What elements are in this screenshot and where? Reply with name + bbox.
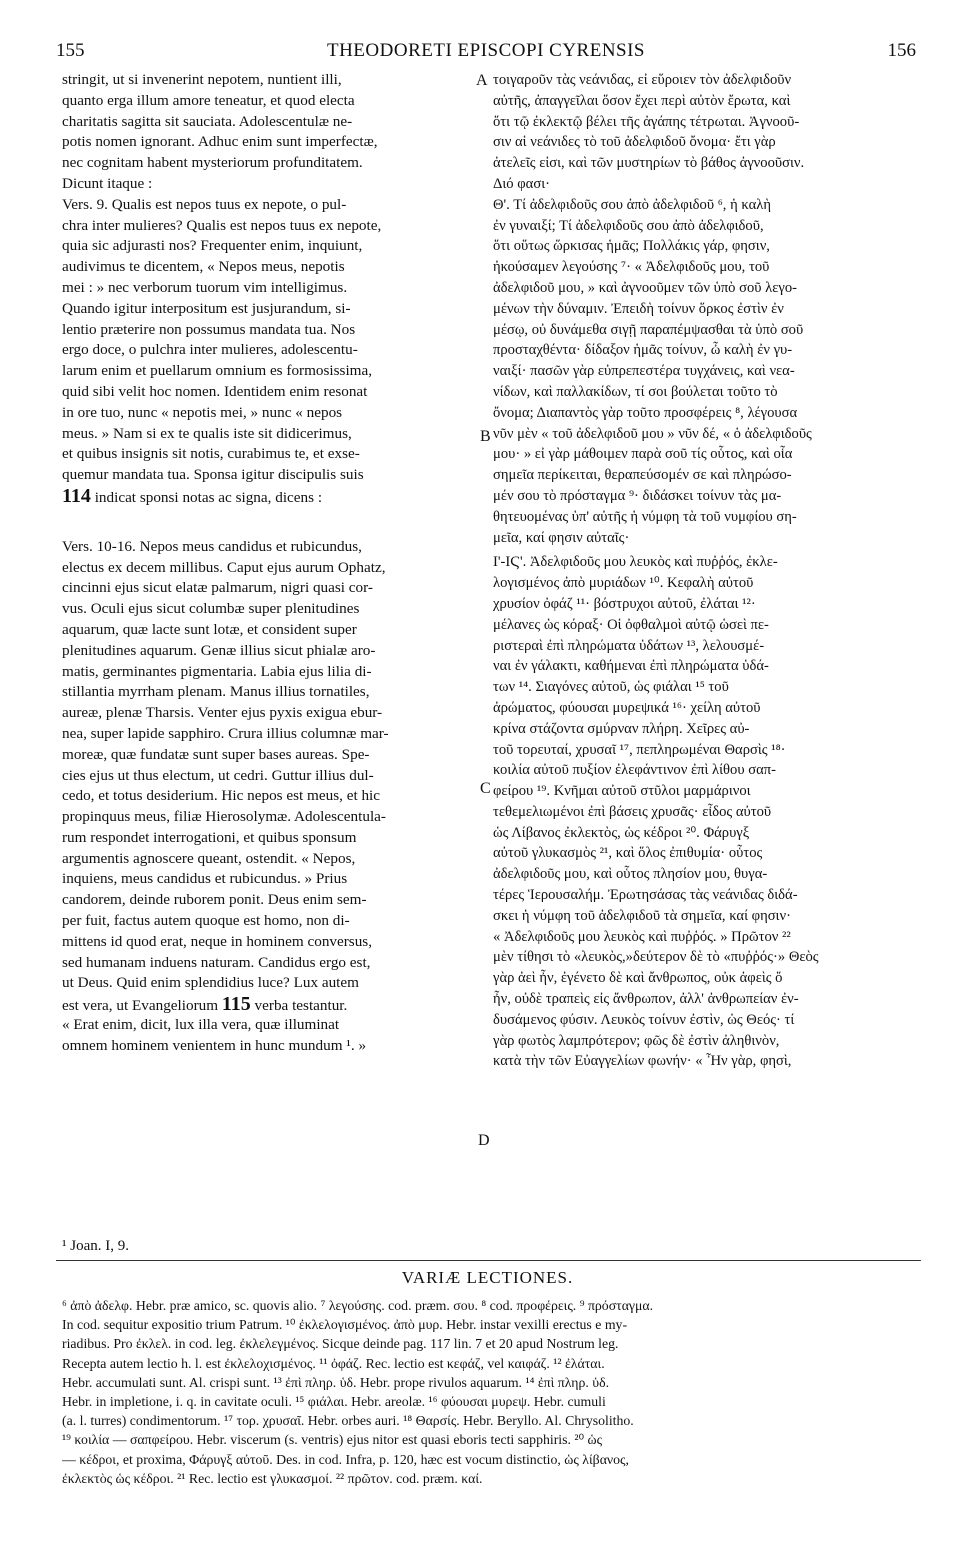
greek-line: Διό φασι· — [493, 175, 550, 192]
latin-line: rum respondet interrogationi, et quibus sponsum — [62, 828, 357, 846]
running-title: THEODORETI EPISCOPI CYRENSIS — [326, 40, 646, 61]
greek-line: Ι'-ΙϚ'. Ἀδελφιδοῦς μου λευκὸς καὶ πυῤῥός, ἐκλε- — [493, 554, 778, 571]
page-number-left: 155 — [56, 40, 85, 61]
latin-line-tail: verba testantur. — [254, 997, 348, 1015]
marginal-number-115: 115 — [221, 994, 251, 1016]
greek-line: ὅτι οὕτως ὥρκισας ἡμᾶς; Πολλάκις γάρ, φησιν, — [493, 238, 770, 255]
greek-line: σιν αἱ νεάνιδες τὸ τοῦ ἀδελφιδοῦ ὄνομα· ἔτι γὰρ — [493, 134, 776, 151]
greek-line: αὐτοῦ γλυκασμὸς ²¹, καὶ ὅλος ἐπιθυμία· οὗτος — [493, 845, 763, 862]
greek-line: τοῦ τορευταί, χρυσαῖ ¹⁷, πεπληρωμέναι Θαρσὶς ¹⁸· — [493, 741, 786, 758]
greek-line: τεθεμελιωμένοι ἐπὶ βάσεις χρυσᾶς· εἶδος αὐτοῦ — [493, 803, 772, 820]
greek-line: ἐν γυναιξί; Τί ἀδελφιδοῦς σου ἀπὸ ἀδελφιδοῦ, — [493, 217, 764, 234]
variae-lectiones — [62, 1296, 922, 1488]
latin-line: est vera, ut Evangeliorum — [62, 997, 219, 1015]
variae-title: VARIÆ LECTIONES. — [401, 1268, 574, 1287]
latin-line: ergo doce, o pulchra inter mulieres, adolescentu- — [62, 341, 358, 359]
text-line — [62, 1015, 487, 1036]
greek-line: λογισμένος ἀπὸ μυριάδων ¹⁰. Κεφαλὴ αὐτοῦ — [493, 575, 754, 592]
latin-line: indicat sponsi notas ac signa, dicens : — [94, 488, 323, 506]
greek-line: μέν σου τὸ πρόσταγμα ⁹· διδάσκει τοίνυν τὰς μα- — [493, 487, 782, 504]
column-marker-d: D — [478, 1132, 490, 1149]
latin-line: nea, super lapide sapphiro. Crura illius columnæ mar- — [62, 724, 389, 742]
latin-column — [62, 70, 487, 1057]
latin-line: sed humanam induens naturam. Candidus ergo est, — [62, 953, 371, 971]
greek-line: γὰρ φωτὸς λαμπρότερον; φῶς δὲ ἐστὶν ἀληθινὸν, — [493, 1032, 780, 1049]
latin-line: quid sibi velit hoc nomen. Identidem enim resonat — [62, 382, 368, 400]
greek-line: φείρου ¹⁹. Κνῆμαι αὐτοῦ στῦλοι μαρμάρινοι — [493, 783, 751, 800]
greek-line: τοιγαροῦν τὰς νεάνιδας, εἰ εὕροιεν τὸν ἀδελφιδοῦν — [493, 72, 792, 88]
greek-line: ναιξί· πασῶν γὰρ εὐπρεπεστέρα τυγχάνεις, καὶ νεα- — [493, 363, 795, 380]
greek-line: νίδων, καὶ παλλακίδων, τί σοι βούλεται τοῦτο τὸ — [493, 383, 778, 400]
variae-line: Recepta autem lectio h. l. est ἐκλελοχισμένος. ¹¹ ὀφάζ. Rec. lectio est κεφάζ, vel καιφάζ. ¹² ἐλάται. — [62, 1355, 605, 1371]
text-line — [62, 1036, 487, 1057]
latin-line: per fuit, factus autem quoque est homo, non di- — [62, 912, 350, 930]
divider — [56, 1260, 921, 1261]
greek-line: κατὰ τὴν τῶν Εὐαγγελίων φωνήν· « Ἦν γὰρ, φησὶ, — [493, 1053, 792, 1070]
greek-line: γὰρ ἀεὶ ἦν, ἐγένετο δὲ καὶ ἄνθρωπος, οὐκ ἀφεὶς ὅ — [493, 970, 783, 987]
greek-line: μέσῳ, οὐ δυνάμεθα σιγῇ παραπέμψασθαι τὰ ὑπὸ σοῦ — [493, 321, 804, 338]
variae-line: In cod. sequitur expositio trium Patrum. ¹⁰ ἐκλελογισμένος. ἀπὸ μυρ. Hebr. instar vexilli erectus e my- — [62, 1317, 628, 1333]
latin-line: cincinni ejus sicut elatæ palmarum, nigri quasi cor- — [62, 579, 373, 597]
latin-line: meus. » Nam si ex te qualis iste sit didicerimus, — [62, 424, 352, 442]
variae-line: ¹⁹ κοιλία — σαπφείρου. Hebr. viscerum (s. ventris) ejus nitor est quasi eboris tecti sapphiris. ²⁰ ὡς — [62, 1432, 603, 1448]
greek-line: ἀρώματος, φύουσαι μυρεψικά ¹⁶· χείλη αὐτοῦ — [493, 699, 761, 716]
latin-line: « Erat enim, dicit, lux illa vera, quæ illuminat — [62, 1016, 340, 1034]
greek-line: ἀδελφιδοῦς μου, καὶ οὗτος πλησίον μου, θυγα- — [493, 866, 768, 883]
latin-line: et quibus insignis sit notis, curabimus te, et exse- — [62, 445, 360, 463]
variae-line: Hebr. in impletione, i. q. in cavitate oculi. ¹⁵ φιάλαι. Hebr. areolæ. ¹⁶ φύουσαι μυρεψ. Hebr. cumuli — [62, 1393, 606, 1409]
latin-line: omnem hominem venientem in hunc mundum ¹. » — [62, 1036, 367, 1054]
latin-line: Quando igitur interpositum est jusjurandum, si- — [62, 299, 351, 317]
greek-column — [493, 70, 923, 1072]
greek-line: ὄνομα; Διαπαντὸς γὰρ τοῦτο προσφέρεις ⁸, λέγουσα — [493, 404, 798, 421]
greek-line: ριστεραὶ ἐπὶ πληρώματα ὑδάτων ¹³, λελουσμέ- — [493, 637, 765, 654]
latin-line: ut Deus. Quid enim splendidius luce? Lux autem — [62, 974, 359, 992]
column-marker-a: A — [476, 72, 488, 89]
latin-line: chra inter mulieres? Qualis est nepos tuus ex nepote, — [62, 216, 382, 234]
marginal-number-114: 114 — [62, 485, 91, 507]
greek-line: Θ'. Τί ἀδελφιδοῦς σου ἀπὸ ἀδελφιδοῦ ⁶, ἡ καλὴ — [493, 196, 771, 213]
latin-line: charitatis sagitta sit sauciata. Adolescentulæ ne- — [62, 112, 353, 130]
latin-line: nec cognitam habent mysteriorum profunditatem. — [62, 154, 363, 172]
latin-line: mittens id quod erat, neque in hominem conversus, — [62, 932, 373, 950]
latin-line: Vers. 10-16. Nepos meus candidus et rubicundus, — [62, 537, 362, 555]
greek-line: μου· » εἰ γὰρ μάθοιμεν παρὰ σοῦ τίς οὗτος, καὶ οἷα — [493, 446, 793, 463]
greek-line: μὲν τίθησι τὸ «λευκὸς,»δεύτερον δὲ τὸ «πυῤῥός·» Θεὸς — [493, 949, 819, 966]
greek-line: σκει ἡ νύμφη τοῦ ἀδελφιδοῦ τὰ σημεῖα, καί φησιν· — [493, 907, 791, 924]
variae-line: ⁶ ἀπὸ ἀδελφ. Hebr. præ amico, sc. quovis alio. ⁷ λεγούσης. cod. præm. σου. ⁸ cod. προφέρεις. ⁹ πρόσταγμα. — [62, 1298, 654, 1313]
variae-line: Hebr. accumulati sunt. Al. crispi sunt. ¹³ ἐπὶ πληρ. ὑδ. Hebr. prope rivulos aquarum. ¹⁴ ἐπὶ πληρ. ὑδ. — [62, 1374, 610, 1390]
latin-line: argumentis agnoscere queant, ostendit. « Nepos, — [62, 849, 356, 867]
variae-line: ἐκλεκτὸς ὡς κέδροι. ²¹ Rec. lectio est γλυκασμοί. ²² πρῶτον. cod. præm. καί. — [62, 1470, 483, 1486]
greek-line: των ¹⁴. Σιαγόνες αὐτοῦ, ὡς φιάλαι ¹⁵ τοῦ — [493, 679, 729, 696]
latin-line: inquiens, meus candidus et rubicundus. » Prius — [62, 870, 348, 888]
latin-line: moreæ, quæ fundatæ sunt super bases aureas. Spe- — [62, 745, 370, 763]
latin-line: mei : » nec verborum tuorum vim intelligimus. — [62, 278, 348, 296]
greek-line: μένων τὴν δύναμιν. Ἐπειδὴ τοίνυν ὅρκος ἐστὶν ἐν — [493, 300, 784, 317]
greek-line: ἦν, οὐδὲ τραπεὶς εἰς ἄνθρωπον, ἀλλ' ἀνθρωπείαν ἐν- — [493, 991, 799, 1008]
greek-line: ὅτι τῷ ἐκλεκτῷ βέλει τῆς ἀγάπης τέτρωται. Ἀγνοοῦ- — [493, 113, 800, 130]
latin-line: quia sic adjurasti nos? Frequenter enim, inquiunt, — [62, 237, 363, 255]
latin-line: quemur mandata tua. Sponsa igitur discipulis suis — [62, 466, 364, 484]
greek-line: ναι ἐν γάλακτι, καθήμεναι ἐπὶ πληρώματα ὑδά- — [493, 658, 769, 675]
latin-line: cedo, et totus desiderium. Hic nepos est meus, et hic — [62, 787, 381, 805]
footnote: ¹ Joan. I, 9. — [62, 1238, 129, 1254]
variae-line: riadibus. Pro ἐκλελ. in cod. leg. ἐκλελεγμένος. Sicque deinde pag. 117 lin. 7 et 20 apud Nostrum leg. — [62, 1336, 619, 1352]
greek-line: ὡς Λίβανος ἐκλεκτὸς, ὡς κέδροι ²⁰. Φάρυγξ — [493, 824, 750, 841]
greek-line: δυσάμενος φύσιν. Λευκὸς τοίνυν ἐστὶν, ὡς Θεός· τί — [493, 1011, 795, 1028]
greek-line: αὐτῆς, ἀπαγγεῖλαι ὅσον ἔχει περὶ αὐτὸν ἔρωτα, καὶ — [493, 92, 791, 109]
latin-line: potis nomen ignorant. Adhuc enim sunt imperfectæ, — [62, 133, 378, 151]
latin-line: lentio præterire non possumus mandata tua. Nos — [62, 320, 356, 338]
latin-line: Vers. 9. Qualis est nepos tuus ex nepote, o pul- — [62, 195, 347, 213]
latin-line: propinquus meus, filiæ Hierosolymæ. Adolescentula- — [62, 808, 386, 826]
greek-line: ἀδελφιδοῦ μου, » καὶ ἀγνοοῦμεν τῶν ὑπὸ σοῦ λεγο- — [493, 279, 797, 296]
text-line — [62, 994, 487, 1015]
variae-line: — κέδροι, et proxima, Φάρυγξ αὐτοῦ. Des. in cod. Infra, p. 120, hæc est vocum distinctio, ὡς λίβανος, — [62, 1451, 629, 1467]
running-header — [56, 40, 916, 66]
variae-line: (a. l. turres) condimentorum. ¹⁷ τορ. χρυσαῖ. Hebr. orbes auri. ¹⁸ Θαρσίς. Hebr. Beryllo. Al. Chrysolitho. — [62, 1413, 634, 1429]
latin-line: matis, germinantes pigmentaria. Labia ejus lilia di- — [62, 662, 372, 680]
latin-line: larum enim et puellarum omnium es formosissima, — [62, 362, 373, 380]
latin-line: audivimus te dicentem, « Nepos meus, nepotis — [62, 258, 345, 276]
latin-line: in ore tuo, nunc « nepotis mei, » nunc « nepos — [62, 403, 343, 421]
greek-line: μέλανες ὡς κόραξ· Οἱ ὀφθαλμοὶ αὐτῷ ὡσεὶ πε- — [493, 616, 769, 633]
greek-line: « Ἀδελφιδοῦς μου λευκὸς καὶ πυῤῥός. » Πρῶτον ²² — [493, 928, 791, 945]
latin-line: Dicunt itaque : — [62, 174, 153, 192]
greek-line: σημεῖα περίκειται, θεραπεύσομέν σε καὶ πληρώσο- — [493, 467, 792, 484]
latin-line: aquarum, quæ lacte sunt lotæ, et consident super — [62, 620, 357, 638]
text-line — [62, 486, 487, 507]
greek-line: προσταχθέντα· δίδαξον ἡμᾶς τοίνυν, ὦ καλὴ ἐν γυ- — [493, 342, 793, 359]
column-marker-b: B — [480, 428, 491, 445]
page-number-right: 156 — [887, 40, 916, 61]
greek-line: κοιλία αὐτοῦ πυξίον ἐλεφάντινον ἐπὶ λίθου σαπ- — [493, 762, 776, 779]
latin-line: electus ex decem millibus. Caput ejus aurum Ophatz, — [62, 558, 386, 576]
greek-line: μεῖα, καί φησιν αὐταῖς· — [493, 529, 630, 546]
latin-line: quanto erga illum amore teneatur, et quod electa — [62, 91, 355, 109]
latin-line: stringit, ut si invenerint nepotem, nuntient illi, — [62, 71, 342, 88]
greek-line: νῦν μὲν « τοῦ ἀδελφιδοῦ μου » νῦν δέ, « ὁ ἀδελφιδοῦς — [493, 425, 812, 442]
greek-line: ἀτελεῖς εἰσι, καὶ τῶν μυστηρίων τὸ βάθος ἀγνοοῦσιν. — [493, 155, 805, 172]
greek-line: τέρες Ἱερουσαλήμ. Ἐρωτησάσας τὰς νεάνιδας διδά- — [493, 887, 798, 904]
greek-line: ἠκούσαμεν λεγούσης ⁷· « Ἀδελφιδοῦς μου, τοῦ — [493, 259, 770, 276]
latin-line: stillantia myrrham plenam. Manus illius tornatiles, — [62, 683, 370, 701]
latin-line: candorem, deinde ruborem ponit. Deus enim sem- — [62, 891, 367, 909]
greek-line: θητευομένας ὑπ' αὐτῆς ἡ νύμφη τὰ τοῦ νυμφίου ση- — [493, 508, 797, 525]
greek-line: κρίνα στάζοντα σμύρναν πλήρη. Χεῖρες αὐ- — [493, 720, 750, 737]
latin-line: cies ejus ut thus electum, ut cedri. Guttur illius dul- — [62, 766, 374, 784]
latin-line: vus. Oculi ejus sicut columbæ super plenitudines — [62, 600, 360, 618]
latin-line: plenitudines aquarum. Genæ illius sicut phialæ aro- — [62, 641, 376, 659]
latin-line: aureæ, plenæ Tharsis. Venter ejus pyxis exigua ebur- — [62, 704, 383, 722]
greek-line: χρυσίον ὀφάζ ¹¹· βόστρυχοι αὐτοῦ, ἐλάται ¹²· — [493, 595, 756, 612]
column-marker-c: C — [480, 780, 491, 797]
